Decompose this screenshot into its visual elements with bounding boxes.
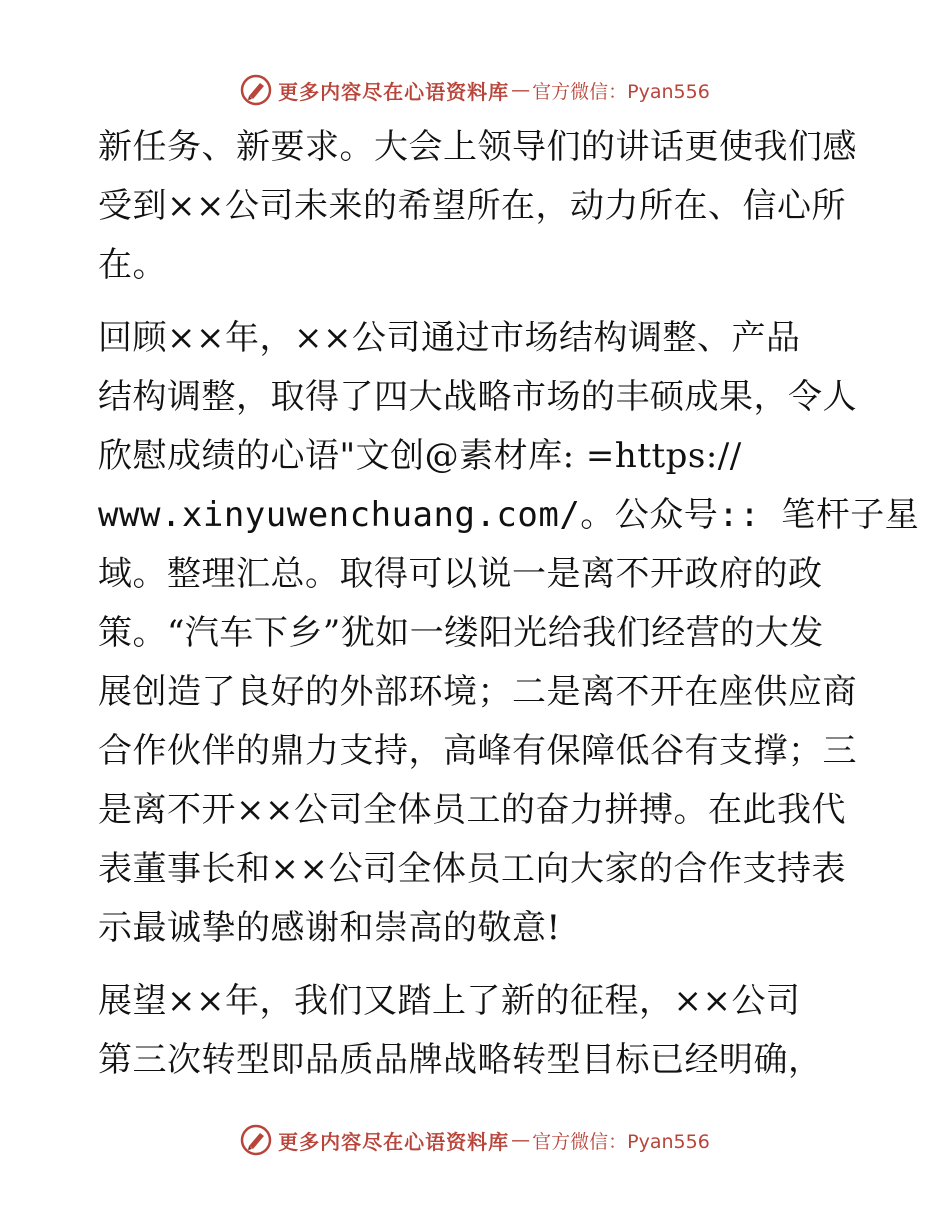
paragraph [98,972,858,1090]
text-line: 示最诚挚的感谢和崇高的敬意! [98,908,561,948]
document-body [98,118,920,1090]
text-line: 回顾××年，××公司通过市场结构调整、产品 [98,318,801,358]
text-line: 合作伙伴的鼎力支持，高峰有保障低谷有支撑；三 [98,731,857,771]
text-line-url: www.xinyuwenchuang.com/。公众号:: 笔杆子星 [98,495,920,535]
banner-wechat: 官方微信：Pyan556 [532,1130,710,1153]
banner-dash: — [511,1129,531,1151]
paragraph [98,309,920,958]
text-line: 第三次转型即品质品牌战略转型目标已经明确， [98,1040,823,1080]
text-line: 新任务、新要求。大会上领导们的讲话更使我们感 [98,127,857,167]
banner-title: 更多内容尽在心语资料库 [278,79,510,104]
header-watermark-banner [0,70,950,110]
footer-watermark-banner [0,1120,950,1160]
text-line: 在。 [98,245,167,285]
banner-wechat: 官方微信：Pyan556 [532,80,710,103]
pen-logo-icon [240,1124,272,1156]
text-line: 欣慰成绩的心语"文创@素材库: =https:// [98,436,742,476]
text-line: 结构调整，取得了四大战略市场的丰硕成果，令人 [98,377,857,417]
text-line: 受到××公司未来的希望所在，动力所在、信心所 [98,186,846,226]
text-line: 展望××年，我们又踏上了新的征程，××公司 [98,981,801,1021]
pen-logo-icon [240,74,272,106]
text-line: 策。“汽车下乡”犹如一缕阳光给我们经营的大发 [98,613,824,653]
paragraph [98,118,858,295]
text-line: 表董事长和××公司全体员工向大家的合作支持表 [98,849,846,889]
banner-title: 更多内容尽在心语资料库 [278,1129,510,1154]
text-line: 是离不开××公司全体员工的奋力拼搏。在此我代 [98,790,846,830]
text-line: 展创造了良好的外部环境；二是离不开在座供应商 [98,672,857,712]
banner-dash: — [511,79,531,101]
text-line: 域。整理汇总。取得可以说一是离不开政府的政 [98,554,823,594]
